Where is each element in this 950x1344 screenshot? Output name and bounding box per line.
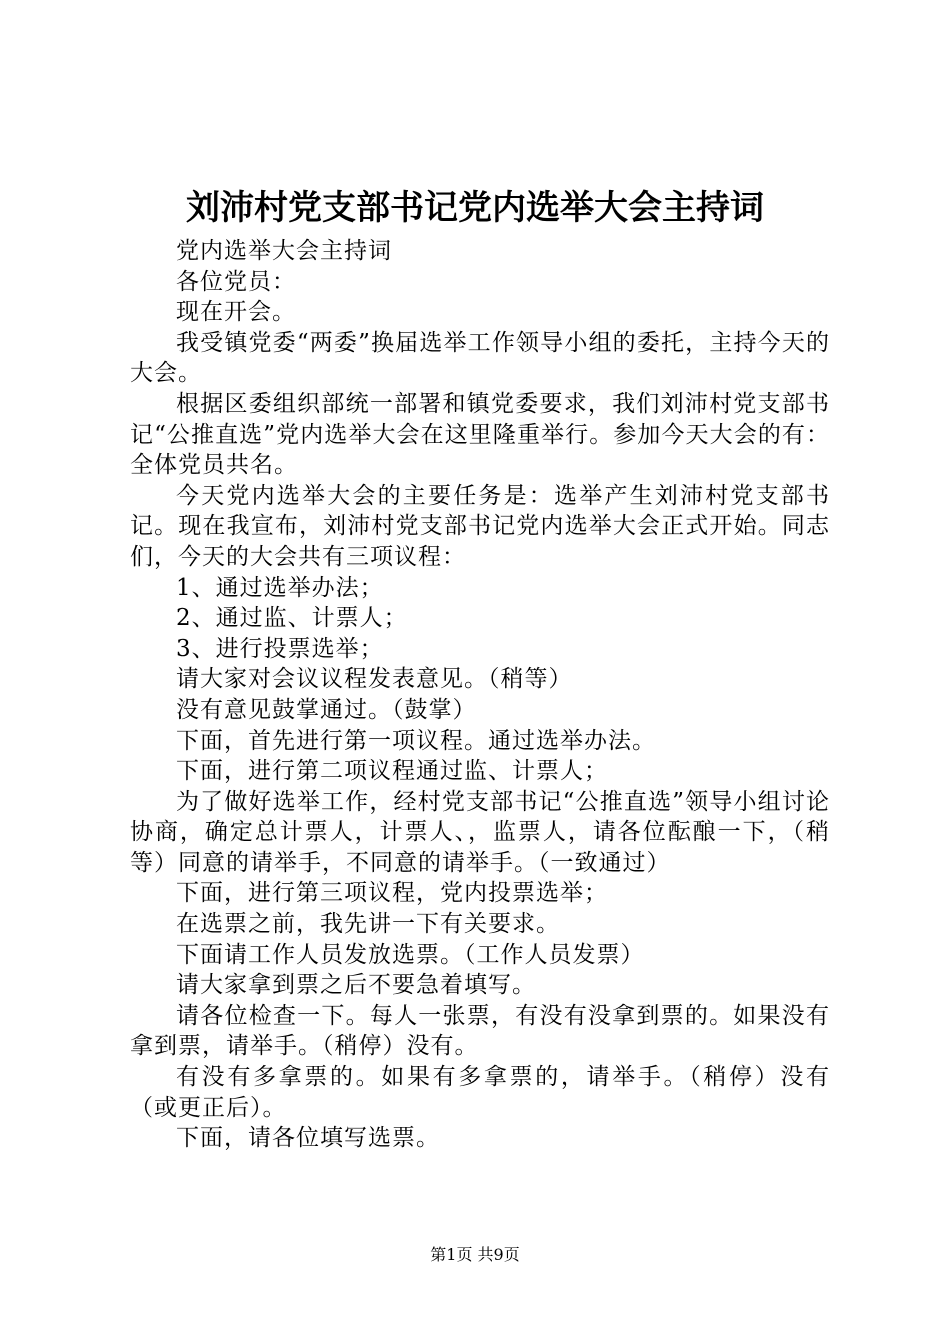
paragraph: 下面请工作人员发放选票。（工作人员发票） [176,941,645,968]
document-body [130,236,830,1154]
paragraph: 请大家拿到票之后不要急着填写。 [176,972,536,999]
agenda-item: 3、进行投票选举； [176,635,384,662]
paragraph: 现在开会。 [176,299,296,326]
paragraph: 各位党员： [176,268,296,295]
agenda-item: 2、通过监、计票人； [176,605,408,632]
document-title: 刘沛村党支部书记党内选举大会主持词 [186,188,764,228]
paragraph: 请大家对会议议程发表意见。（稍等） [176,666,573,693]
paragraph: 下面，请各位填写选票。 [176,1125,440,1152]
paragraph: 我受镇党委“两委”换届选举工作领导小组的委托，主持今天的大会。 [130,329,830,387]
agenda-item: 1、通过选举办法； [176,574,384,601]
paragraph: 没有意见鼓掌通过。（鼓掌） [176,696,477,723]
paragraph: 为了做好选举工作，经村党支部书记“公推直选”领导小组讨论协商，确定总计票人，计票人、，监票人，请各位酝酿一下，（稍等）同意的请举手，不同意的请举手。（一致通过） [130,788,830,876]
paragraph: 下面，进行第二项议程通过监、计票人； [176,758,608,785]
page-number-footer: 第1页 共9页 [430,1245,520,1264]
paragraph: 下面，首先进行第一项议程。通过选举办法。 [176,727,656,754]
paragraph: 党内选举大会主持词 [176,238,392,264]
paragraph: 有没有多拿票的。如果有多拿票的，请举手。（稍停）没有（或更正后）。 [130,1064,830,1121]
paragraph: 下面，进行第三项议程，党内投票选举； [176,880,608,907]
paragraph: 在选票之前，我先讲一下有关要求。 [176,911,560,938]
paragraph: 根据区委组织部统一部署和镇党委要求，我们刘沛村党支部书记“公推直选”党内选举大会在这里隆重举行。参加今天大会的有：全体党员共名。 [130,390,830,479]
paragraph: 今天党内选举大会的主要任务是：选举产生刘沛村党支部书记。现在我宣布，刘沛村党支部书记党内选举大会正式开始。同志们，今天的大会共有三项议程： [130,482,830,570]
paragraph: 请各位检查一下。每人一张票，有没有没拿到票的。如果没有拿到票，请举手。（稍停）没有。 [130,1002,830,1060]
